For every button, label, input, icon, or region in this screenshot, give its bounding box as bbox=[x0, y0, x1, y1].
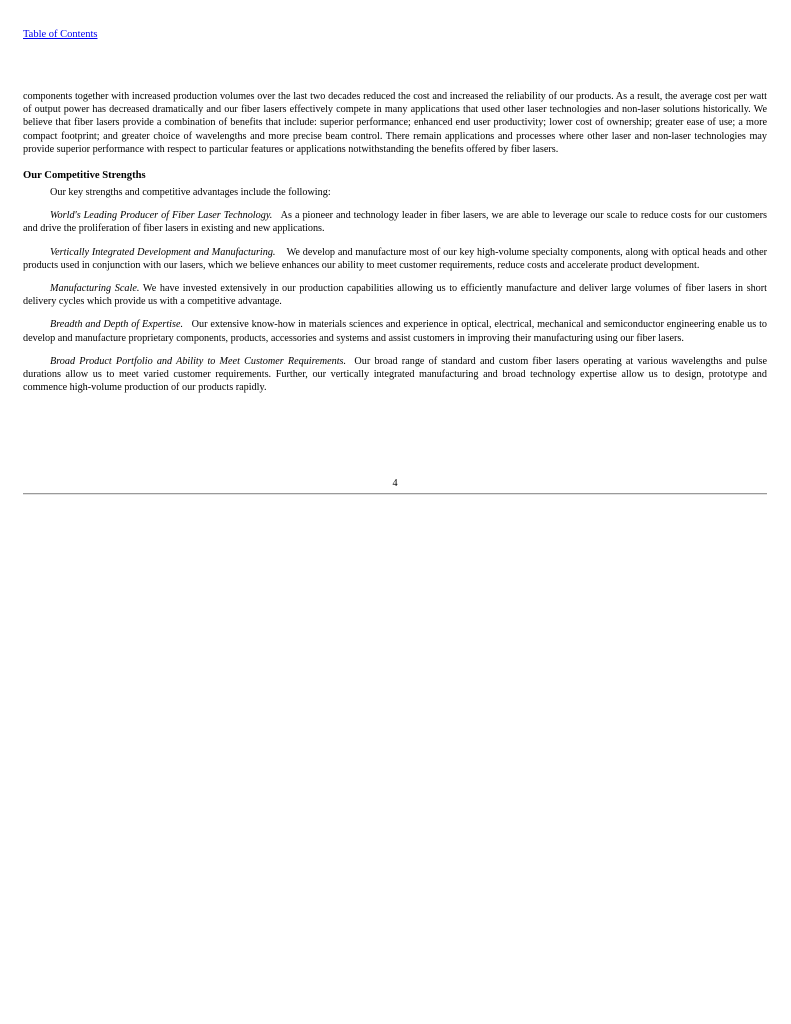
strength-text: Our broad range of standard and custom fiber lasers operating at various wavelengths and pulse durations allow us to meet varied customer requirements. Further, our vertically integrated manufacturing and broad technology expertise allow us to design, prototype and commence high-volume production of our products rapidly. bbox=[23, 355, 768, 394]
strength-text: Our extensive know-how in materials sciences and experience in optical, electrical, mechanical and semiconductor engineering enable us to develop and manufacture proprietary components, products, accessories and systems and assist customers in improving their manufacturing using our fiber lasers. bbox=[23, 319, 767, 344]
strength-item-leading-producer bbox=[23, 209, 767, 235]
strength-text: As a pioneer and technology leader in fiber lasers, we are able to leverage our scale to reduce costs for our customers and drive the proliferation of fiber lasers in existing and new applications. bbox=[23, 210, 768, 235]
strength-text: We have invested extensively in our production capabilities allowing us to efficiently manufacture and deliver large volumes of fiber lasers in short delivery cycles which provide us with a competitive advantage. bbox=[23, 283, 767, 308]
strength-title: Broad Product Portfolio and Ability to Meet Customer Requirements. bbox=[50, 355, 347, 367]
strength-item-vertical-integration bbox=[23, 246, 767, 272]
strength-item-manufacturing-scale bbox=[23, 282, 767, 308]
strength-title: World's Leading Producer of Fiber Laser Technology. bbox=[50, 210, 273, 222]
strength-title: Manufacturing Scale. bbox=[50, 283, 140, 295]
strength-item-product-portfolio bbox=[23, 355, 767, 395]
table-of-contents-link[interactable]: Table of Contents bbox=[23, 29, 98, 40]
section-heading: Our Competitive Strengths bbox=[23, 170, 146, 182]
strength-title: Breadth and Depth of Expertise. bbox=[50, 319, 184, 331]
section-intro: Our key strengths and competitive advantages include the following: bbox=[50, 187, 331, 199]
strength-item-expertise bbox=[23, 318, 767, 344]
strength-text: We develop and manufacture most of our key high-volume specialty components, along with optical heads and other products used in conjunction with our lasers, which we believe enhances our ability to meet customer requirements, reduce costs and accelerate product development. bbox=[23, 246, 767, 271]
page-number: 4 bbox=[392, 478, 398, 489]
document-body bbox=[23, 90, 767, 404]
page-divider bbox=[23, 493, 767, 495]
strength-title: Vertically Integrated Development and Manufacturing. bbox=[50, 246, 276, 258]
continued-paragraph: components together with increased production volumes over the last two decades reduced the cost and increased the reliability of our products. As a result, the average cost per watt of output power has decreased dramatically and our fiber lasers effectively compete in many applications that used other laser technologies and non-laser solutions historically. We believe that fiber lasers provide a combination of benefits that include: superior performance; enhanced end user productivity; lower cost of ownership; greater ease of use; a more compact footprint; and greater choice of wavelengths and more precise beam control. There remain applications and processes where other laser and non-laser technologies may provide superior performance with respect to particular features or applications notwithstanding the benefits offered by fiber lasers. bbox=[23, 91, 767, 155]
